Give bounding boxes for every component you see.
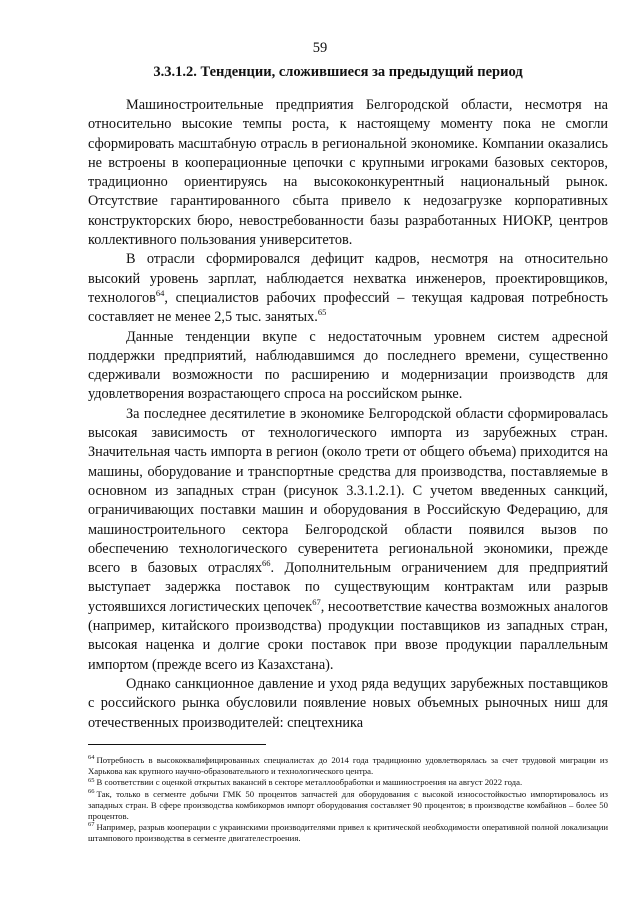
paragraph-2-text-a: В отрасли сформировался дефицит кадров, несмотря на относительно высокий уровень зарплат, наблюдается нехватка инженеров, проектировщиков, технологов bbox=[88, 251, 608, 306]
footnote-text: Потребность в высококвалифицированных специалистах до 2014 года традиционно удовлетворялась за счет трудовой миграции из Харькова как крупного научно-образовательного и технологического центра. bbox=[88, 755, 608, 777]
footnote-text: В соответствии с оценкой открытых вакансий в секторе металлообработки и машиностроения на август 2022 года. bbox=[96, 777, 523, 788]
footnote-ref-67[interactable]: 67 bbox=[312, 596, 321, 607]
footnote-number: 66 bbox=[88, 787, 95, 795]
paragraph-5: Однако санкционное давление и уход ряда ведущих зарубежных поставщиков с российского рынка обусловили появление новых объемных рыночных ниш для отечественных производителей: спецтехника bbox=[88, 675, 608, 731]
footnotes bbox=[88, 755, 608, 845]
paragraph-4-text-a: За последнее десятилетие в экономике Белгородской области сформировалась высокая зависимость от технологического импорта из зарубежных стран. Значительная часть импорта в регион (около трети от общего объема) приходится на машины, оборудование и транспортные средства для производства, поставляемые в основном из западных стран (рисунок 3.3.1.2.1). С учетом введенных санкций, ограничивающих поставки машин и оборудования в Российскую Федерацию, для машиностроительного сектора Белгородской области появился вызов по обеспечению технологического суверенитета региональной экономики, прежде всего в базовых отраслях bbox=[88, 405, 608, 577]
footnote-66 bbox=[88, 789, 608, 823]
page-number: 59 bbox=[312, 40, 328, 56]
footnote-ref-64[interactable]: 64 bbox=[155, 288, 165, 299]
footnote-67 bbox=[88, 822, 608, 844]
footnote-text: Например, разрыв кооперации с украинскими производителями привел к критической необходимости оперативной полной локализации штампового производства в сегменте двигателестроения. bbox=[88, 822, 608, 844]
footnote-number: 67 bbox=[88, 821, 95, 829]
paragraph-3: Данные тенденции вкупе с недостаточным уровнем систем адресной поддержки предприятий, наблюдавшимся до последнего времени, существенно сдерживали возможности по расширению и модернизации производств для удовлетворения возрастающего спроса на российском рынке. bbox=[88, 328, 608, 403]
footnote-65 bbox=[88, 777, 608, 788]
paragraph-4 bbox=[88, 405, 608, 675]
footnote-ref-66[interactable]: 66 bbox=[262, 558, 271, 569]
body-text bbox=[88, 96, 608, 733]
paragraph-4-text-c: , несоответствие качества возможных аналогов (например, китайского производства) продукции поставщиков из западных стран, высокая наценка и долгие сроки поставок при ввозе продукции параллельным импортом (прежде всего из Казахстана). bbox=[88, 598, 608, 673]
footnote-number: 64 bbox=[88, 754, 95, 762]
paragraph-2 bbox=[88, 250, 608, 327]
paragraph-4-text-b: . Дополнительным ограничением для предприятий выступает задержка поставок по существующим контрактам или разрыв устоявшихся логистических цепочек bbox=[88, 560, 608, 615]
footnote-64 bbox=[88, 755, 608, 777]
paragraph-2-text-b: , специалистов рабочих профессий – текущая кадровая потребность составляет не менее 2,5 тыс. занятых. bbox=[88, 289, 608, 326]
footnote-number: 65 bbox=[88, 776, 95, 784]
footnote-text: Так, только в сегменте добычи ГМК 50 процентов запчастей для оборудования с высокой износостойкостью импортировалось из западных стран. В сфере производства комбикормов импорт оборудования составляет 90 процентов; в производстве комбайнов – более 50 процентов. bbox=[88, 788, 608, 822]
paragraph-1: Машиностроительные предприятия Белгородской области, несмотря на относительно высокие темпы роста, к настоящему моменту пока не смогли сформировать масштабную отрасль в региональной экономике. Компании оказались не встроены в кооперационные цепочки с крупными игроками базовых секторов, традиционно ориентируясь на высококонкурентный национальный рынок. Отсутствие гарантированного сбыта привело к недозагрузке корпоративных конструкторских бюро, невостребованности базы разработанных НИОКР, центров коллективного пользования университетов. bbox=[88, 97, 608, 249]
footnote-ref-65[interactable]: 65 bbox=[317, 307, 327, 318]
footnote-separator bbox=[88, 744, 266, 745]
section-title: 3.3.1.2. Тенденции, сложившиеся за предыдущий период bbox=[153, 64, 523, 80]
